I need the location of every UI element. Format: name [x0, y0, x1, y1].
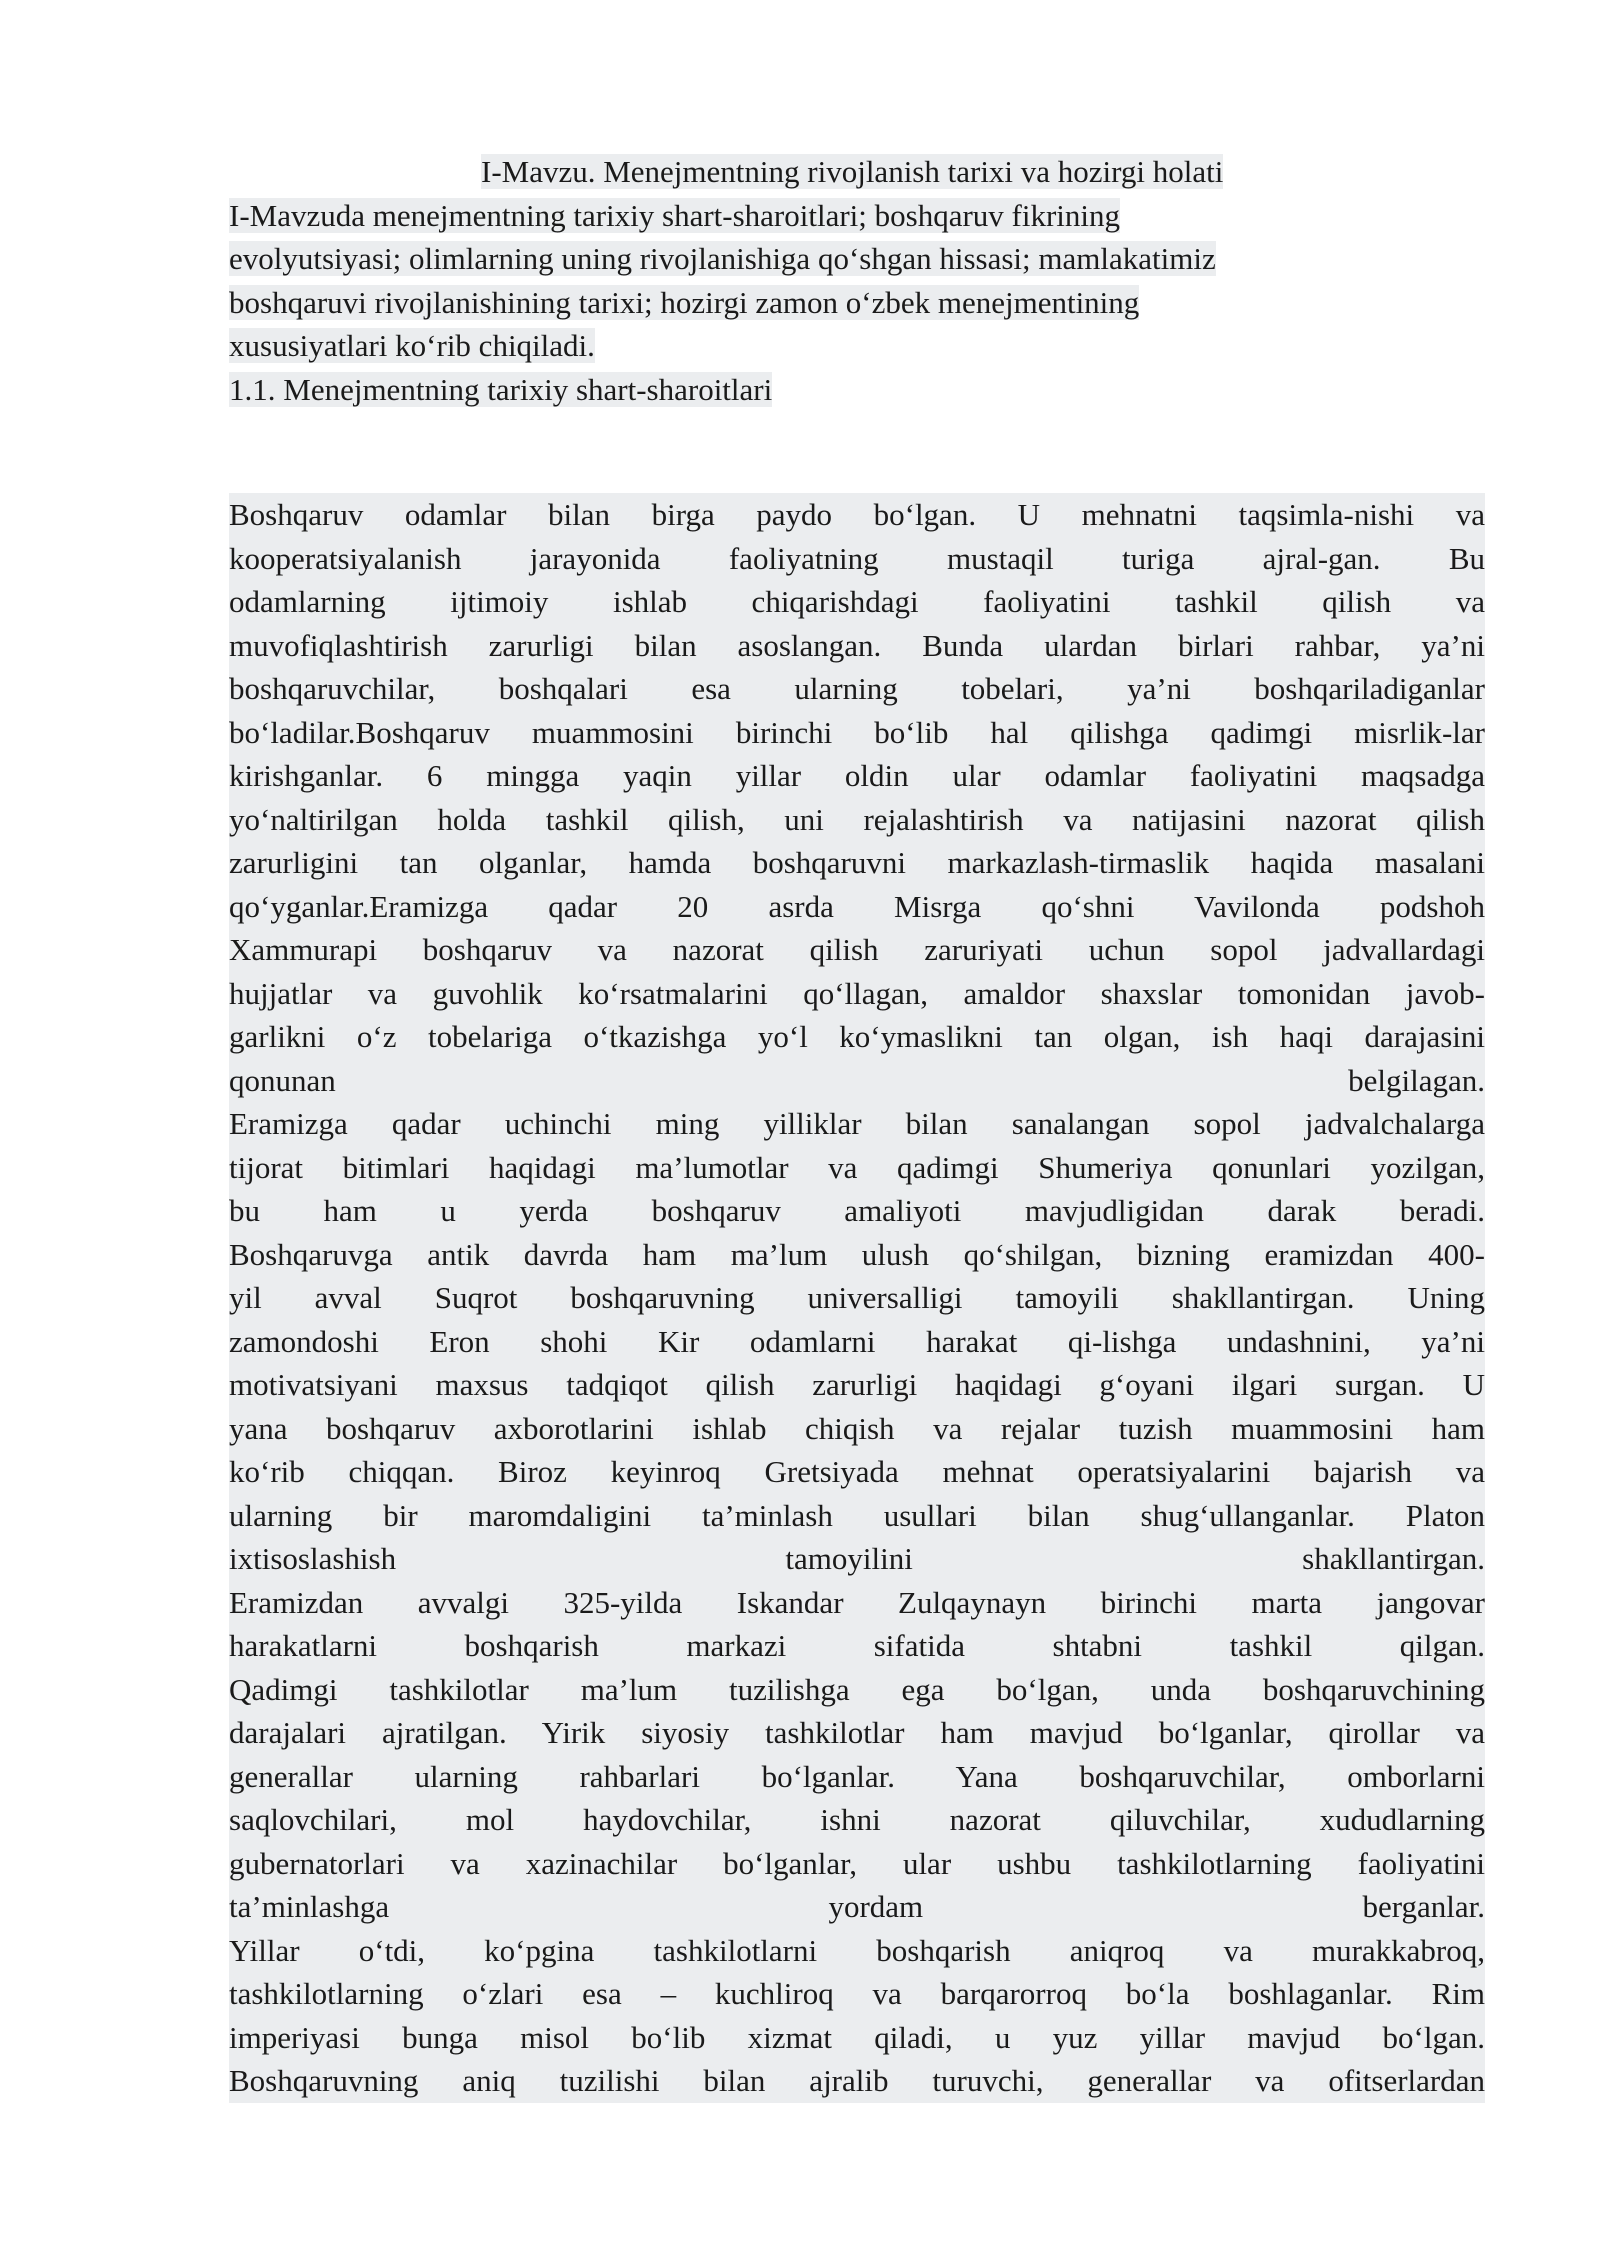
body-line: yil avval Suqrot boshqaruvning universalligi tamoyili shakllantirgan. Uning — [229, 1280, 1485, 1315]
body-line: harakatlarni boshqarish markazi sifatida shtabni tashkil qilgan. — [229, 1628, 1485, 1663]
body-line: ixtisoslashish tamoyilini shakllantirgan. — [229, 1541, 1485, 1576]
body-line: generallar ularning rahbarlari bo‘lganlar. Yana boshqaruvchilar, omborlarni — [229, 1758, 1485, 1794]
body-line: tashkilotlarning o‘zlari esa – kuchliroq va barqarorroq bo‘la boshlaganlar. Rim — [229, 1976, 1485, 2011]
body-line: gubernatorlari va xazinachilar bo‘lganlar, ular ushbu tashkilotlarning faoliyatini — [229, 1845, 1485, 1881]
body-line: hujjatlar va guvohlik ko‘rsatmalarini qo‘llagan, amaldor shaxslar tomonidan javob- — [229, 975, 1485, 1011]
document-header — [229, 150, 1479, 411]
body-line: Eramizdan avvalgi 325-yilda Iskandar Zulqaynayn birinchi marta jangovar — [229, 1584, 1485, 1620]
body-line: odamlarning ijtimoiy ishlab chiqarishdagi faoliyatini tashkil qilish va — [229, 584, 1485, 619]
body-line: Qadimgi tashkilotlar ma’lum tuzilishga ega bo‘lgan, unda boshqaruvchining — [229, 1671, 1485, 1707]
body-line: Xammurapi boshqaruv va nazorat qilish zaruriyati uchun sopol jadvallardagi — [229, 932, 1485, 967]
intro-line: evolyutsiyasi; olimlarning uning rivojlanishiga qo‘shgan hissasi; mamlakatimiz — [229, 241, 1216, 276]
body-text — [229, 493, 1485, 2103]
body-line: ularning bir maromdaligini ta’minlash usullari bilan shug‘ullanganlar. Platon — [229, 1497, 1485, 1533]
intro-line: boshqaruvi rivojlanishining tarixi; hozirgi zamon o‘zbek menejmentining — [229, 284, 1140, 320]
body-line: ko‘rib chiqqan. Biroz keyinroq Gretsiyada mehnat operatsiyalarini bajarish va — [229, 1454, 1485, 1489]
body-line: Boshqaruvga antik davrda ham ma’lum ulush qo‘shilgan, bizning eramizdan 400- — [229, 1236, 1485, 1272]
body-line: qonunan belgilagan. — [229, 1062, 1485, 1098]
body-line: yana boshqaruv axborotlarini ishlab chiqish va rejalar tuzish muammosini ham — [229, 1410, 1485, 1446]
body-line: zamondoshi Eron shohi Kir odamlarni harakat qi-lishga undashnini, ya’ni — [229, 1323, 1485, 1359]
body-line: Boshqaruv odamlar bilan birga paydo bo‘lgan. U mehnatni taqsimla-nishi va — [229, 497, 1485, 532]
body-line: tijorat bitimlari haqidagi ma’lumotlar va qadimgi Shumeriya qonunlari yozilgan, — [229, 1149, 1485, 1185]
body-line: motivatsiyani maxsus tadqiqot qilish zarurligi haqidagi g‘oyani ilgari surgan. U — [229, 1367, 1485, 1402]
body-line: zarurligini tan olganlar, hamda boshqaruvni markazlash-tirmaslik haqida masalani — [229, 845, 1485, 880]
intro-line: I-Mavzuda menejmentning tarixiy shart-sharoitlari; boshqaruv fikrining — [229, 197, 1121, 233]
body-line: garlikni o‘z tobelariga o‘tkazishga yo‘l ko‘ymaslikni tan olgan, ish haqi darajasini — [229, 1019, 1485, 1054]
body-line: saqlovchilari, mol haydovchilar, ishni nazorat qiluvchilar, xududlarning — [229, 1802, 1485, 1837]
body-line: Yillar o‘tdi, ko‘pgina tashkilotlarni boshqarish aniqroq va murakkabroq, — [229, 1932, 1485, 1968]
body-line: Eramizga qadar uchinchi ming yilliklar bilan sanalangan sopol jadvalchalarga — [229, 1106, 1485, 1141]
body-line: kirishganlar. 6 mingga yaqin yillar oldin ular odamlar faoliyatini maqsadga — [229, 758, 1485, 793]
document-title: I-Mavzu. Menejmentning rivojlanish tarixi va hozirgi holati — [481, 154, 1224, 189]
body-line: ta’minlashga yordam berganlar. — [229, 1889, 1485, 1924]
body-line: darajalari ajratilgan. Yirik siyosiy tashkilotlar ham mavjud bo‘lganlar, qirollar va — [229, 1715, 1485, 1750]
body-line: bo‘ladilar.Boshqaruv muammosini birinchi bo‘lib hal qilishga qadimgi misrlik-lar — [229, 714, 1485, 750]
body-line: qo‘yganlar.Eramizga qadar 20 asrda Misrga qo‘shni Vavilonda podshoh — [229, 888, 1485, 924]
intro-line: xususiyatlari ko‘rib chiqiladi. — [229, 328, 595, 363]
section-heading: 1.1. Menejmentning tarixiy shart-sharoitlari — [229, 371, 773, 407]
body-line: kooperatsiyalanish jarayonida faoliyatning mustaqil turiga ajral-gan. Bu — [229, 540, 1485, 576]
body-line: yo‘naltirilgan holda tashkil qilish, uni rejalashtirish va natijasini nazorat qilish — [229, 801, 1485, 837]
body-line: Boshqaruvning aniq tuzilishi bilan ajralib turuvchi, generallar va ofitserlardan — [229, 2063, 1485, 2098]
body-line: muvofiqlashtirish zarurligi bilan asoslangan. Bunda ulardan birlari rahbar, ya’ni — [229, 627, 1485, 663]
body-line: imperiyasi bunga misol bo‘lib xizmat qiladi, u yuz yillar mavjud bo‘lgan. — [229, 2019, 1485, 2055]
body-line: boshqaruvchilar, boshqalari esa ularning tobelari, ya’ni boshqariladiganlar — [229, 671, 1485, 706]
body-line: bu ham u yerda boshqaruv amaliyoti mavjudligidan darak beradi. — [229, 1193, 1485, 1228]
